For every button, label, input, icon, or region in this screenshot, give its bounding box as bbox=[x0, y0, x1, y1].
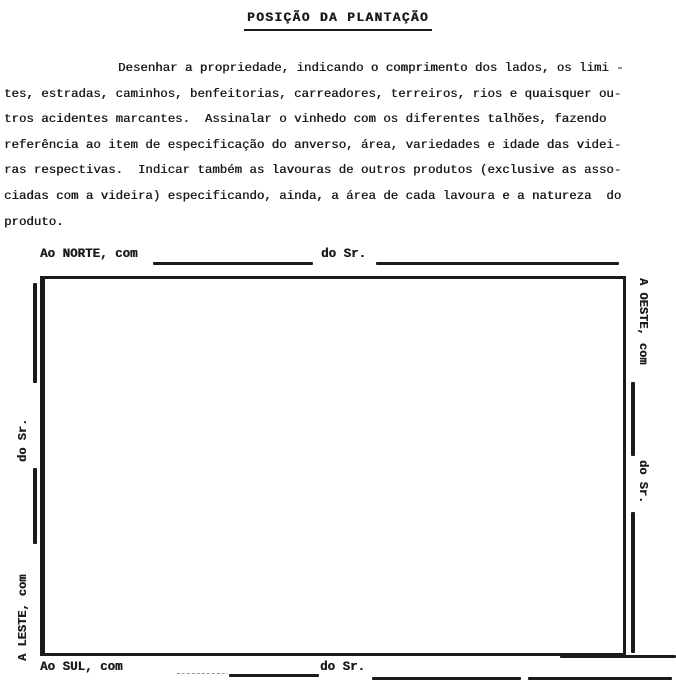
south-owner-field-line-2 bbox=[528, 677, 672, 680]
west-sr-label: do Sr. bbox=[636, 460, 650, 504]
instructions-paragraph bbox=[4, 56, 674, 235]
east-neighbor-field-line bbox=[33, 468, 37, 544]
instructions-line-2: tes, estradas, caminhos, benfeitorias, carreadores, terreiros, rios e quaisquer ou- bbox=[4, 86, 622, 101]
plantation-sketch-area bbox=[40, 276, 626, 656]
south-boundary-label: Ao SUL, com bbox=[40, 660, 123, 674]
south-sr-label: do Sr. bbox=[320, 660, 366, 674]
instructions-line-3: tros acidentes marcantes. Assinalar o vinhedo com os diferentes talhões, fazendo bbox=[4, 112, 607, 127]
instructions-line-7: produto. bbox=[4, 214, 64, 229]
east-owner-field-line bbox=[33, 283, 37, 383]
instructions-line-1: Desenhar a propriedade, indicando o comprimento dos lados, os limi - bbox=[118, 61, 624, 75]
east-sr-label: do Sr. bbox=[16, 418, 30, 462]
north-neighbor-field-line bbox=[153, 262, 313, 265]
title-row bbox=[0, 8, 676, 31]
instructions-line-6: ciadas com a videira) especificando, ainda, a área de cada lavoura e a natureza do bbox=[4, 188, 622, 203]
north-boundary-label: Ao NORTE, com bbox=[40, 247, 138, 261]
west-neighbor-field-line bbox=[631, 382, 635, 456]
west-boundary-label: A OESTE, com bbox=[636, 278, 650, 365]
instructions-line-4: referência ao item de especificação do anverso, área, variedades e idade das videi- bbox=[4, 137, 622, 152]
north-sr-label: do Sr. bbox=[321, 247, 367, 261]
east-boundary-label: A LESTE, com bbox=[16, 574, 30, 661]
west-owner-field-line bbox=[631, 512, 635, 653]
south-neighbor-field-faint-marks bbox=[176, 672, 228, 674]
page-title: POSIÇÃO DA PLANTAÇÃO bbox=[244, 10, 432, 31]
south-owner-field-line-1 bbox=[372, 677, 521, 680]
south-neighbor-field-line bbox=[229, 674, 319, 677]
bottom-border-extension-line bbox=[560, 655, 676, 658]
instructions-line-5: ras respectivas. Indicar também as lavouras de outros produtos (exclusive as asso- bbox=[4, 163, 622, 178]
north-owner-field-line bbox=[376, 262, 619, 265]
